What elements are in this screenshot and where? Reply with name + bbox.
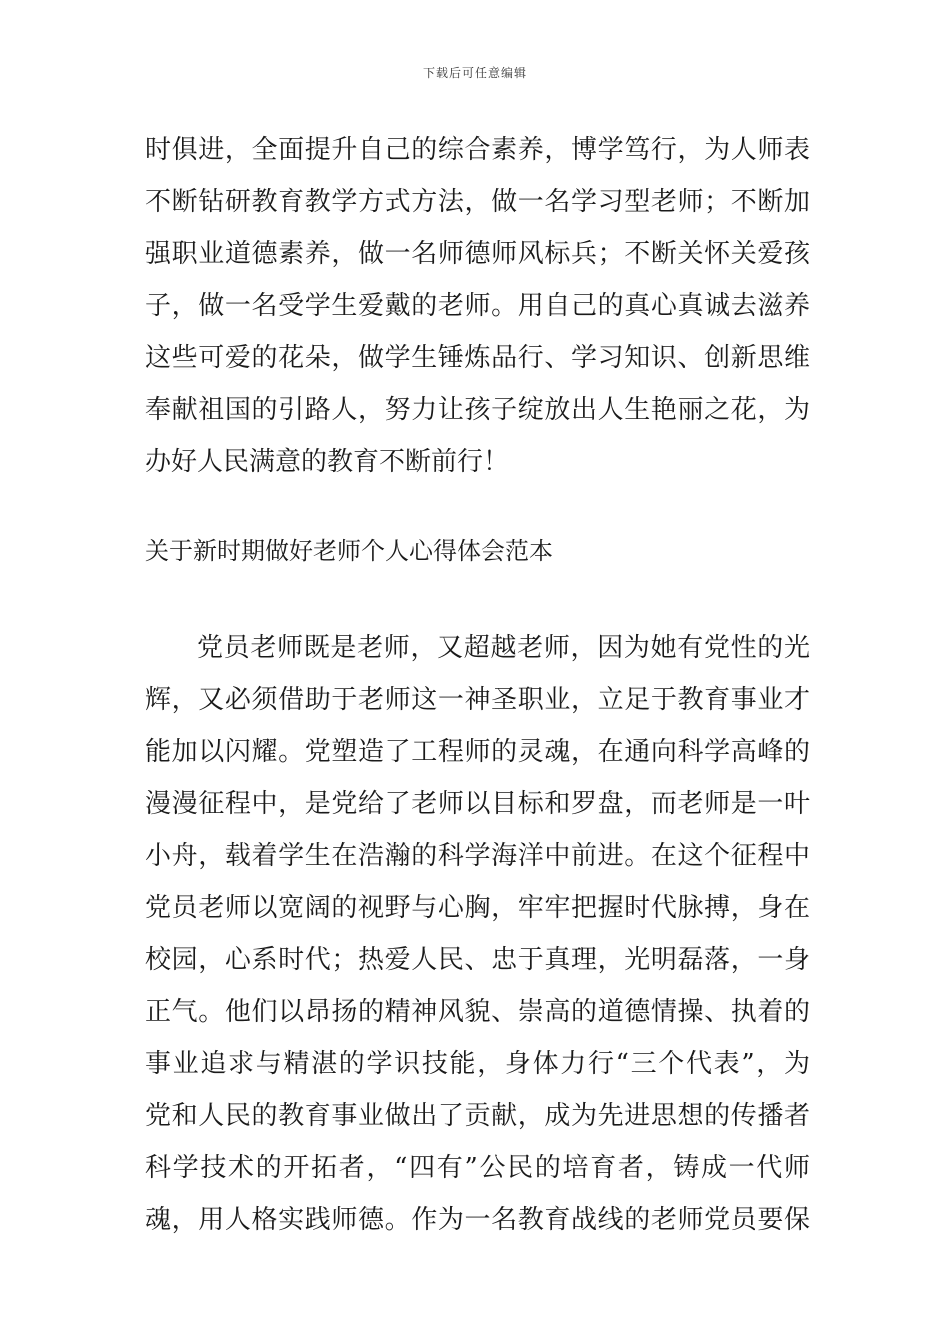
paragraph-line: 辉，又必须借助于老师这一神圣职业，立足于教育事业才: [145, 685, 810, 715]
paragraph-line: 不断钻研教育教学方式方法，做一名学习型老师；不断加: [145, 187, 810, 217]
paragraph-line: 事业追求与精湛的学识技能，身体力行“三个代表”，为: [145, 1049, 810, 1079]
section-title: 关于新时期做好老师个人心得体会范本: [145, 537, 553, 565]
page-header-note: 下载后可任意编辑: [422, 66, 527, 80]
paragraph-line: 魂，用人格实践师德。作为一名教育战线的老师党员要保: [145, 1205, 810, 1235]
paragraph-line: 小舟，载着学生在浩瀚的科学海洋中前进。在这个征程中: [145, 841, 810, 871]
paragraph-line: 正气。他们以昂扬的精神风貌、崇高的道德情操、执着的: [145, 997, 810, 1027]
paragraph-line: 强职业道德素养，做一名师德师风标兵；不断关怀关爱孩: [145, 239, 810, 269]
paragraph-line: 科学技术的开拓者，“四有”公民的培育者，铸成一代师: [145, 1153, 810, 1183]
paragraph-line: 办好人民满意的教育不断前行！: [145, 447, 510, 477]
paragraph-line: 子，做一名受学生爱戴的老师。用自己的真心真诚去滋养: [145, 291, 810, 321]
paragraph-line: 奉献祖国的引路人，努力让孩子绽放出人生艳丽之花，为: [145, 395, 810, 425]
paragraph-line: 时俱进，全面提升自己的综合素养，博学笃行，为人师表: [145, 135, 810, 165]
paragraph-line: 党和人民的教育事业做出了贡献，成为先进思想的传播者: [145, 1101, 810, 1131]
paragraph-line: 党员老师既是老师，又超越老师，因为她有党性的光: [197, 633, 810, 663]
paragraph-line: 党员老师以宽阔的视野与心胸，牢牢把握时代脉搏，身在: [145, 893, 810, 923]
paragraph-main: [145, 622, 810, 1246]
paragraph-continued: [145, 124, 810, 488]
paragraph-line: 漫漫征程中，是党给了老师以目标和罗盘，而老师是一叶: [145, 789, 810, 819]
paragraph-line: 能加以闪耀。党塑造了工程师的灵魂，在通向科学高峰的: [145, 737, 810, 767]
paragraph-line: 这些可爱的花朵，做学生锤炼品行、学习知识、创新思维: [145, 343, 810, 373]
paragraph-line: 校园，心系时代；热爱人民、忠于真理，光明磊落，一身: [145, 945, 810, 975]
